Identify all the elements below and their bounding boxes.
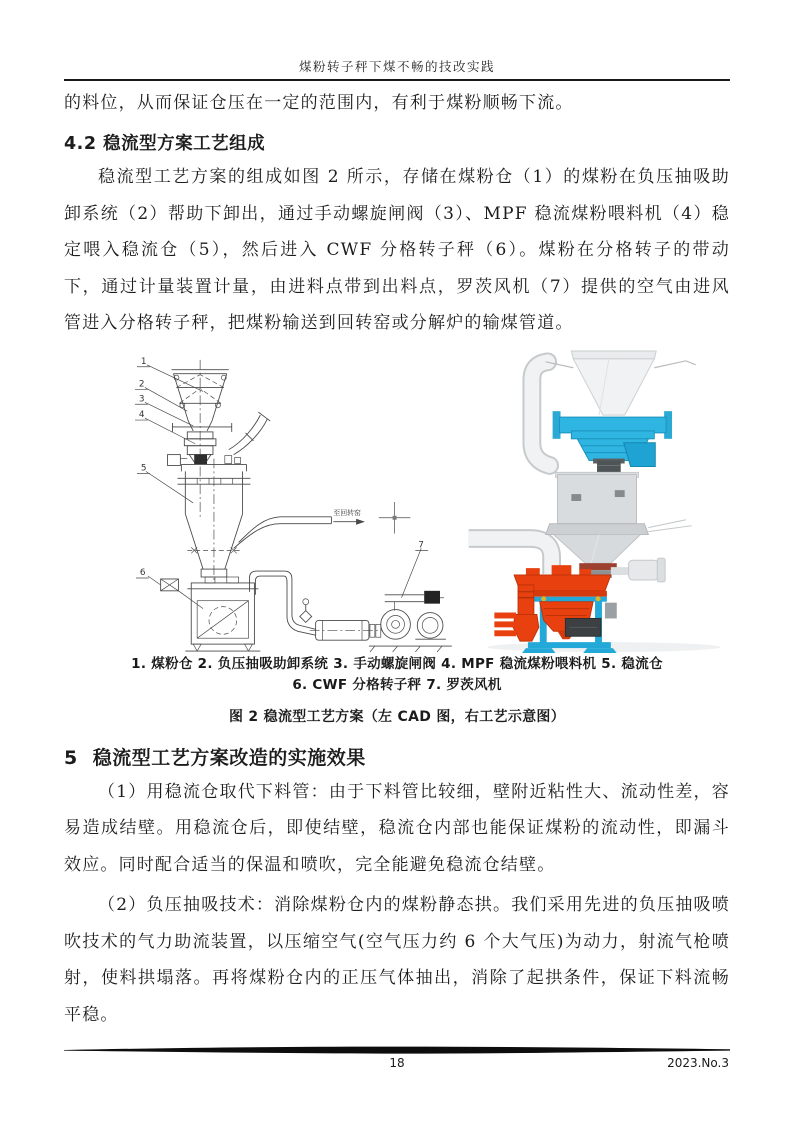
section-5-heading bbox=[64, 743, 730, 770]
process-3d-render bbox=[459, 348, 739, 654]
page-number: 18 bbox=[389, 1056, 405, 1070]
cad-leader-7: 7 bbox=[418, 539, 424, 550]
section-5-title: 稳流型工艺方案改造的实施效果 bbox=[92, 746, 366, 769]
cad-leader-3: 3 bbox=[138, 393, 145, 404]
header-rule bbox=[64, 79, 730, 81]
cad-annotation-to-kiln: 至回转窑 bbox=[333, 508, 361, 517]
cad-leader-1: 1 bbox=[140, 356, 147, 367]
figure-2 bbox=[64, 348, 730, 654]
feeder-collar bbox=[571, 430, 654, 438]
figure-legend-line-2: 6. CWF 分格转子秤 7. 罗茨风机 bbox=[292, 676, 502, 693]
section-4-2-paragraph: 稳流型工艺方案的组成如图 2 所示，存储在煤粉仓（1）的煤粉在负压抽吸助卸系统（2）帮助下卸出，通过手动螺旋闸阀（3）、MPF 稳流煤粉喂料机（4）稳定喂入稳流仓（5），然后进入 CWF 分格转子秤（6）。煤粉在分格转子的带动下，通过计量装置计量，由进料点带到出料点，罗茨风机（7）提供的空气由进风管进入分格转子秤，把煤粉输送到回转窑或分解炉的输煤管道。 bbox=[64, 167, 730, 333]
section-4-2-heading: 4.2 稳流型方案工艺组成 bbox=[64, 134, 266, 154]
stabilizing-bin bbox=[558, 474, 637, 523]
hopper-body bbox=[573, 358, 654, 414]
footer-rule bbox=[64, 1046, 730, 1055]
page-footer bbox=[64, 1046, 730, 1074]
frame-foot-right bbox=[583, 648, 617, 653]
cad-leader-4: 4 bbox=[138, 409, 145, 420]
cad-leader-5: 5 bbox=[140, 462, 147, 473]
issue-label: 2023.No.3 bbox=[667, 1056, 729, 1070]
page-content bbox=[64, 0, 730, 1033]
section-5-paragraph-2: （2）负压抽吸技术：消除煤粉仓内的煤粉静态拱。我们采用先进的负压抽吸喷吹技术的气力助流装置，以压缩空气(空气压力约 6 个大气压)为动力，射流气枪喷射，使料拱塌落。再将煤粉仓内的正压气体抽出，消除了起拱条件，保证下料流畅平稳。 bbox=[64, 895, 730, 1025]
cad-leader-2: 2 bbox=[138, 378, 145, 389]
frame-foot-left bbox=[522, 648, 556, 653]
running-title: 煤粉转子秤下煤不畅的技改实践 bbox=[298, 59, 495, 74]
section-5-paragraph-1: （1）用稳流仓取代下料管：由于下料管比较细，壁附近粘性大、流动性差，容易造成结壁。用稳流仓后，即使结壁，稳流仓内部也能保证煤粉的流动性，即漏斗效应。同时配合适当的保温和喷吹，完全能避免稳流仓结壁。 bbox=[64, 781, 730, 875]
figure-legend-line-1: 1. 煤粉仓 2. 负压抽吸助卸系统 3. 手动螺旋闸阀 4. MPF 稳流煤粉喂料机 5. 稳流仓 bbox=[131, 655, 663, 672]
intro-line: 的料位，从而保证仓压在一定的范围内，有利于煤粉顺畅下流。 bbox=[64, 93, 574, 113]
cad-leader-6: 6 bbox=[139, 567, 146, 578]
footer-row bbox=[64, 1056, 730, 1074]
figure-caption: 图 2 稳流型工艺方案（左 CAD 图，右工艺示意图） bbox=[228, 708, 566, 725]
cad-drawing bbox=[114, 348, 459, 654]
section-5-number: 5 bbox=[64, 746, 78, 769]
feeder-chute bbox=[624, 442, 656, 466]
hopper-rim bbox=[571, 350, 656, 358]
frame-bottom-rail bbox=[528, 642, 611, 648]
